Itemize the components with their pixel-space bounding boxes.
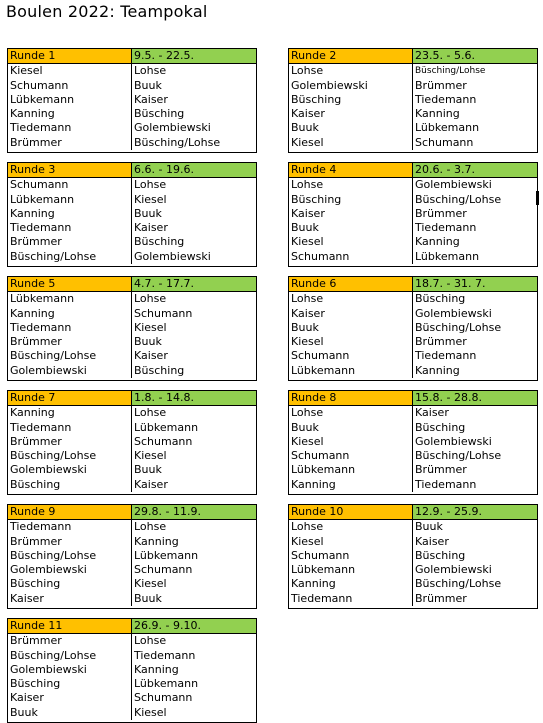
team-away: Tiedemann xyxy=(415,92,477,106)
team-home: Schumann xyxy=(289,349,413,363)
team-away: Büsching xyxy=(415,420,466,434)
team-home: Lohse xyxy=(289,178,413,192)
pairing-row xyxy=(289,79,537,93)
team-home: Golembiewski xyxy=(289,79,413,93)
pairing-row xyxy=(8,193,256,207)
round-name: Runde 6 xyxy=(289,277,413,291)
team-away: Golembiewski xyxy=(134,249,211,263)
team-home: Brümmer xyxy=(8,435,132,449)
pairing-row xyxy=(289,235,537,249)
team-home: Büsching/Lohse xyxy=(8,449,132,463)
team-home: Kiesel xyxy=(289,235,413,249)
team-home: Lübkemann xyxy=(8,93,132,107)
team-home: Buuk xyxy=(289,221,413,235)
team-away: Golembiewski xyxy=(134,121,211,135)
team-home: Schumann xyxy=(289,449,413,463)
pairing-row xyxy=(8,478,256,492)
team-home: Büsching/Lohse xyxy=(8,250,132,264)
pairing-row xyxy=(8,235,256,249)
team-home: Kiesel xyxy=(289,335,413,349)
team-away: Kaiser xyxy=(134,477,168,491)
round-name: Runde 11 xyxy=(8,619,132,633)
pairing-row xyxy=(289,535,537,549)
team-home: Lohse xyxy=(289,292,413,306)
team-home: Schumann xyxy=(289,250,413,264)
team-away: Kanning xyxy=(134,662,179,676)
round-table xyxy=(7,390,257,495)
team-away: Büsching/Lohse xyxy=(134,135,221,149)
team-home: Lübkemann xyxy=(289,364,413,378)
pairing-row xyxy=(8,307,256,321)
pairing-row xyxy=(8,93,256,107)
round-dates: 15.8. - 28.8. xyxy=(413,391,537,405)
team-away: Büsching xyxy=(134,363,185,377)
team-away: Buuk xyxy=(134,335,162,349)
pairing-row xyxy=(289,549,537,563)
team-away: Kaiser xyxy=(134,221,168,235)
round-name: Runde 3 xyxy=(8,163,132,177)
round-header xyxy=(8,49,256,64)
round-table xyxy=(288,162,538,267)
pairing-row xyxy=(289,121,537,135)
team-away: Schumann xyxy=(134,434,193,448)
pairing-row xyxy=(8,435,256,449)
team-home: Golembiewski xyxy=(8,364,132,378)
team-home: Kaiser xyxy=(289,307,413,321)
team-away: Kanning xyxy=(415,235,460,249)
round-header xyxy=(8,505,256,520)
team-home: Lübkemann xyxy=(8,292,132,306)
pairing-row xyxy=(8,663,256,677)
team-away: Buuk xyxy=(134,78,162,92)
team-home: Brümmer xyxy=(8,634,132,648)
pairing-row xyxy=(289,207,537,221)
pairing-row xyxy=(8,421,256,435)
team-away: Brümmer xyxy=(415,335,467,349)
round-table xyxy=(7,276,257,381)
round-table xyxy=(7,504,257,609)
pairing-row xyxy=(8,107,256,121)
team-home: Kiesel xyxy=(289,136,413,150)
pairing-row xyxy=(289,463,537,477)
team-away: Kanning xyxy=(134,534,179,548)
pairing-row xyxy=(8,79,256,93)
team-home: Brümmer xyxy=(8,535,132,549)
pairing-row xyxy=(8,691,256,705)
pairing-row xyxy=(289,193,537,207)
pairing-row xyxy=(289,406,537,420)
team-home: Büsching/Lohse xyxy=(8,349,132,363)
team-away: Schumann xyxy=(134,691,193,705)
pairing-row xyxy=(8,364,256,378)
team-home: Kanning xyxy=(8,406,132,420)
team-home: Kanning xyxy=(289,478,413,492)
round-dates: 4.7. - 17.7. xyxy=(132,277,256,291)
team-away: Tiedemann xyxy=(415,221,477,235)
team-home: Büsching xyxy=(8,677,132,691)
team-away: Golembiewski xyxy=(415,563,492,577)
team-home: Lohse xyxy=(289,64,413,78)
team-away: Büsching/Lohse xyxy=(415,320,502,334)
team-home: Tiedemann xyxy=(8,121,132,135)
team-home: Lübkemann xyxy=(8,193,132,207)
team-home: Kaiser xyxy=(8,691,132,705)
team-home: Kanning xyxy=(8,207,132,221)
round-name: Runde 4 xyxy=(289,163,413,177)
pairing-row xyxy=(289,93,537,107)
team-home: Brümmer xyxy=(8,335,132,349)
team-home: Büsching xyxy=(8,577,132,591)
team-away: Kiesel xyxy=(134,577,167,591)
pairing-row xyxy=(8,207,256,221)
team-home: Tiedemann xyxy=(8,321,132,335)
team-home: Lübkemann xyxy=(289,563,413,577)
team-away: Kiesel xyxy=(134,449,167,463)
round-dates: 26.9. - 9.10. xyxy=(132,619,256,633)
round-table xyxy=(7,48,257,153)
pairing-row xyxy=(8,677,256,691)
pairing-row xyxy=(8,349,256,363)
round-header xyxy=(289,391,537,406)
pairing-row xyxy=(8,406,256,420)
team-away: Lübkemann xyxy=(134,677,199,691)
round-dates: 18.7. - 31. 7. xyxy=(413,277,537,291)
team-away: Lübkemann xyxy=(134,548,199,562)
pairing-row xyxy=(289,349,537,363)
page-title: Boulen 2022: Teampokal xyxy=(6,2,208,21)
pairing-row xyxy=(289,64,537,78)
pairing-row xyxy=(8,221,256,235)
team-away: Kiesel xyxy=(134,705,167,719)
round-header xyxy=(289,163,537,178)
pairing-row xyxy=(289,321,537,335)
team-home: Golembiewski xyxy=(8,463,132,477)
team-home: Büsching xyxy=(289,93,413,107)
pairing-row xyxy=(289,221,537,235)
team-away: Kaiser xyxy=(134,92,168,106)
round-dates: 1.8. - 14.8. xyxy=(132,391,256,405)
round-name: Runde 10 xyxy=(289,505,413,519)
team-away: Lohse xyxy=(134,634,167,648)
pairing-row xyxy=(8,649,256,663)
pairing-row xyxy=(8,706,256,720)
team-home: Schumann xyxy=(289,549,413,563)
round-table xyxy=(288,276,538,381)
scroll-marker xyxy=(536,191,539,205)
pairing-row xyxy=(8,321,256,335)
pairing-row xyxy=(289,136,537,150)
pairing-row xyxy=(8,250,256,264)
team-away: Lohse xyxy=(134,178,167,192)
pairing-row xyxy=(289,563,537,577)
team-away: Tiedemann xyxy=(415,477,477,491)
team-home: Tiedemann xyxy=(289,592,413,606)
team-home: Buuk xyxy=(289,421,413,435)
pairing-row xyxy=(289,335,537,349)
round-table xyxy=(7,162,257,267)
pairing-row xyxy=(8,136,256,150)
pairing-row xyxy=(8,64,256,78)
team-away: Kanning xyxy=(415,107,460,121)
team-away: Lohse xyxy=(134,64,167,78)
team-home: Buuk xyxy=(289,121,413,135)
team-home: Kaiser xyxy=(289,207,413,221)
pairing-row xyxy=(289,178,537,192)
round-name: Runde 2 xyxy=(289,49,413,63)
team-home: Lohse xyxy=(289,520,413,534)
round-header xyxy=(289,505,537,520)
team-away: Büsching/Lohse xyxy=(415,449,502,463)
pairing-row xyxy=(289,435,537,449)
round-table xyxy=(288,48,538,153)
pairing-row xyxy=(289,478,537,492)
team-home: Büsching/Lohse xyxy=(8,649,132,663)
pairing-row xyxy=(8,292,256,306)
round-name: Runde 8 xyxy=(289,391,413,405)
team-home: Tiedemann xyxy=(8,221,132,235)
team-home: Kaiser xyxy=(289,107,413,121)
team-away: Brümmer xyxy=(415,78,467,92)
team-away: Buuk xyxy=(415,520,443,534)
pairing-row xyxy=(289,307,537,321)
pairing-row xyxy=(289,520,537,534)
team-away: Brümmer xyxy=(415,206,467,220)
team-away: Brümmer xyxy=(415,463,467,477)
round-table xyxy=(288,390,538,495)
team-away: Buuk xyxy=(134,463,162,477)
team-home: Buuk xyxy=(289,321,413,335)
pairing-row xyxy=(289,364,537,378)
team-home: Büsching xyxy=(8,478,132,492)
team-away: Büsching/Lohse xyxy=(415,66,486,77)
round-dates: 6.6. - 19.6. xyxy=(132,163,256,177)
team-away: Lübkemann xyxy=(415,121,480,135)
team-away: Buuk xyxy=(134,591,162,605)
team-home: Lohse xyxy=(289,406,413,420)
team-home: Tiedemann xyxy=(8,520,132,534)
round-dates: 12.9. - 25.9. xyxy=(413,505,537,519)
pairing-row xyxy=(8,577,256,591)
team-away: Lohse xyxy=(134,292,167,306)
round-table xyxy=(7,618,257,723)
round-header xyxy=(289,277,537,292)
team-away: Buuk xyxy=(134,206,162,220)
team-away: Lübkemann xyxy=(134,420,199,434)
team-home: Brümmer xyxy=(8,136,132,150)
team-away: Tiedemann xyxy=(415,349,477,363)
team-away: Tiedemann xyxy=(134,648,196,662)
pairing-row xyxy=(289,107,537,121)
team-home: Kiesel xyxy=(289,535,413,549)
pairing-row xyxy=(289,250,537,264)
team-away: Kiesel xyxy=(134,192,167,206)
team-home: Kiesel xyxy=(289,435,413,449)
round-header xyxy=(289,49,537,64)
team-home: Kanning xyxy=(289,577,413,591)
team-home: Kanning xyxy=(8,307,132,321)
team-home: Schumann xyxy=(8,79,132,93)
team-away: Büsching/Lohse xyxy=(415,577,502,591)
round-name: Runde 9 xyxy=(8,505,132,519)
team-away: Büsching xyxy=(134,235,185,249)
team-away: Kaiser xyxy=(134,349,168,363)
pairing-row xyxy=(8,121,256,135)
pairing-row xyxy=(289,577,537,591)
round-header xyxy=(8,277,256,292)
pairing-row xyxy=(289,421,537,435)
team-away: Büsching xyxy=(415,292,466,306)
pairing-row xyxy=(289,592,537,606)
pairing-row xyxy=(289,449,537,463)
pairing-row xyxy=(8,520,256,534)
team-away: Büsching/Lohse xyxy=(415,192,502,206)
team-home: Golembiewski xyxy=(8,563,132,577)
pairing-row xyxy=(8,563,256,577)
team-away: Golembiewski xyxy=(415,306,492,320)
round-name: Runde 5 xyxy=(8,277,132,291)
team-home: Kiesel xyxy=(8,64,132,78)
team-home: Schumann xyxy=(8,178,132,192)
team-away: Golembiewski xyxy=(415,178,492,192)
pairing-row xyxy=(8,178,256,192)
pairing-row xyxy=(289,292,537,306)
team-away: Kaiser xyxy=(415,534,449,548)
team-home: Büsching/Lohse xyxy=(8,549,132,563)
team-home: Kaiser xyxy=(8,592,132,606)
team-away: Kanning xyxy=(415,363,460,377)
team-away: Schumann xyxy=(134,563,193,577)
team-away: Büsching xyxy=(415,548,466,562)
pairing-row xyxy=(8,335,256,349)
team-away: Schumann xyxy=(415,135,474,149)
round-name: Runde 7 xyxy=(8,391,132,405)
round-header xyxy=(8,163,256,178)
team-away: Lohse xyxy=(134,406,167,420)
team-away: Brümmer xyxy=(415,591,467,605)
pairing-row xyxy=(8,549,256,563)
round-header xyxy=(8,391,256,406)
team-home: Buuk xyxy=(8,706,132,720)
pairing-row xyxy=(8,463,256,477)
round-table xyxy=(288,504,538,609)
team-home: Lübkemann xyxy=(289,463,413,477)
team-away: Kiesel xyxy=(134,320,167,334)
team-home: Tiedemann xyxy=(8,421,132,435)
team-home: Brümmer xyxy=(8,235,132,249)
team-home: Kanning xyxy=(8,107,132,121)
round-dates: 29.8. - 11.9. xyxy=(132,505,256,519)
team-away: Schumann xyxy=(134,306,193,320)
pairing-row xyxy=(8,634,256,648)
team-home: Golembiewski xyxy=(8,663,132,677)
round-name: Runde 1 xyxy=(8,49,132,63)
pairing-row xyxy=(8,535,256,549)
team-away: Büsching xyxy=(134,107,185,121)
team-away: Golembiewski xyxy=(415,434,492,448)
team-away: Kaiser xyxy=(415,406,449,420)
round-dates: 20.6. - 3.7. xyxy=(413,163,537,177)
pairing-row xyxy=(8,449,256,463)
round-dates: 23.5. - 5.6. xyxy=(413,49,537,63)
round-dates: 9.5. - 22.5. xyxy=(132,49,256,63)
team-home: Büsching xyxy=(289,193,413,207)
pairing-row xyxy=(8,592,256,606)
team-away: Lübkemann xyxy=(415,249,480,263)
round-header xyxy=(8,619,256,634)
team-away: Lohse xyxy=(134,520,167,534)
